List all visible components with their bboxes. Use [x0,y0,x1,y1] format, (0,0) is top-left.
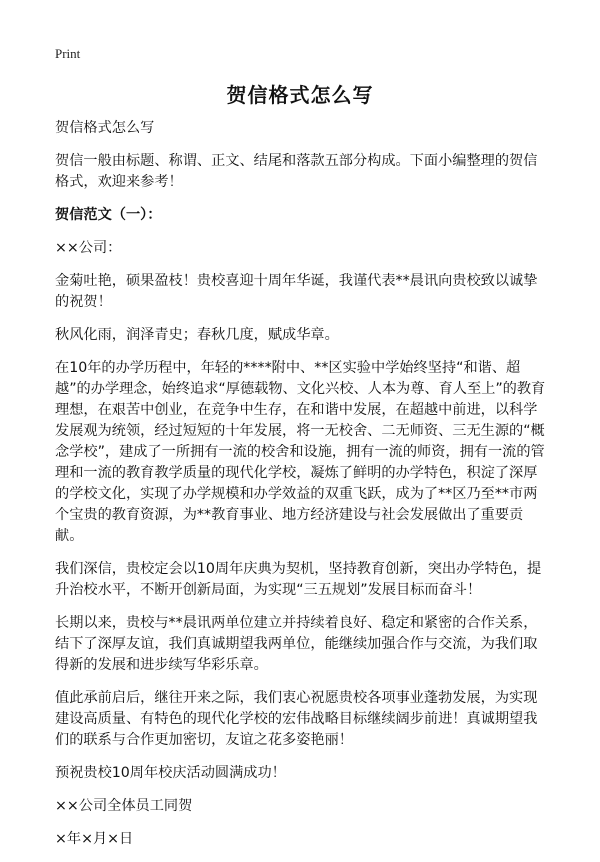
page-title: 贺信格式怎么写 [226,83,374,107]
print-link[interactable]: Print [55,46,81,61]
body-paragraph: 值此承前启后，继往开来之际，我们衷心祝愿贵校各项事业蓬勃发展，为实现建设高质量、有特色的现代化学校的宏伟战略目标继续阔步前进！真诚期望我们的联系与合作更加密切，友谊之花多姿艳丽！ [55,690,538,748]
intro-paragraph: 贺信一般由标题、称谓、正文、结尾和落款五部分构成。下面小编整理的贺信格式，欢迎来参考！ [55,153,538,190]
body-paragraph: 金菊吐艳，硕果盈枝！贵校喜迎十周年华诞，我谨代表**晨讯向贵校致以诚挚的祝贺！ [55,273,538,310]
section-heading: 贺信范文（一）： [55,207,162,223]
body-paragraph: 在10年的办学历程中，年轻的****附中、**区实验中学始终坚持“和谐、超越”的办学理念，始终追求“厚德载物、文化兴校、人本为尊、育人至上”的教育理想，在艰苦中创业，在竞争中生存，在和谐中发展，在超越中前进，以科学发展观为统领，经过短短的十年发展，将一无校舍、二无师资、三无生源的“概念学校”，建成了一所拥有一流的校舍和设施，拥有一流的师资，拥有一流的管理和一流的教育教学质量的现代化学校，凝炼了鲜明的办学特色，积淀了深厚的学校文化，实现了办学规模和办学效益的双重飞跃，成为了**区乃至**市两个宝贵的教育资源，为**教育事业、地方经济建设与社会发展做出了重要贡献。 [55,360,546,544]
intro-heading: 贺信格式怎么写 [55,120,155,136]
body-paragraph: 长期以来，贵校与**晨讯两单位建立并持续着良好、稳定和紧密的合作关系，结下了深厚友谊，我们真诚期望我两单位，能继续加强合作与交流，为我们取得新的发展和进步续写华彩乐章。 [55,615,538,673]
date-line: ×年×月×日 [55,831,134,847]
body-paragraph: 我们深信，贵校定会以10周年庆典为契机，坚持教育创新，突出办学特色，提升治校水平，不断开创新局面，为实现“三五规划”发展目标而奋斗！ [55,561,542,598]
article-body [55,118,550,862]
closing-wish: 预祝贵校10周年校庆活动圆满成功！ [55,765,286,781]
signature: ××公司全体员工同贺 [55,798,193,814]
salutation: ××公司： [55,240,122,256]
body-paragraph: 秋风化雨，润泽青史；春秋几度，赋成华章。 [55,327,339,343]
